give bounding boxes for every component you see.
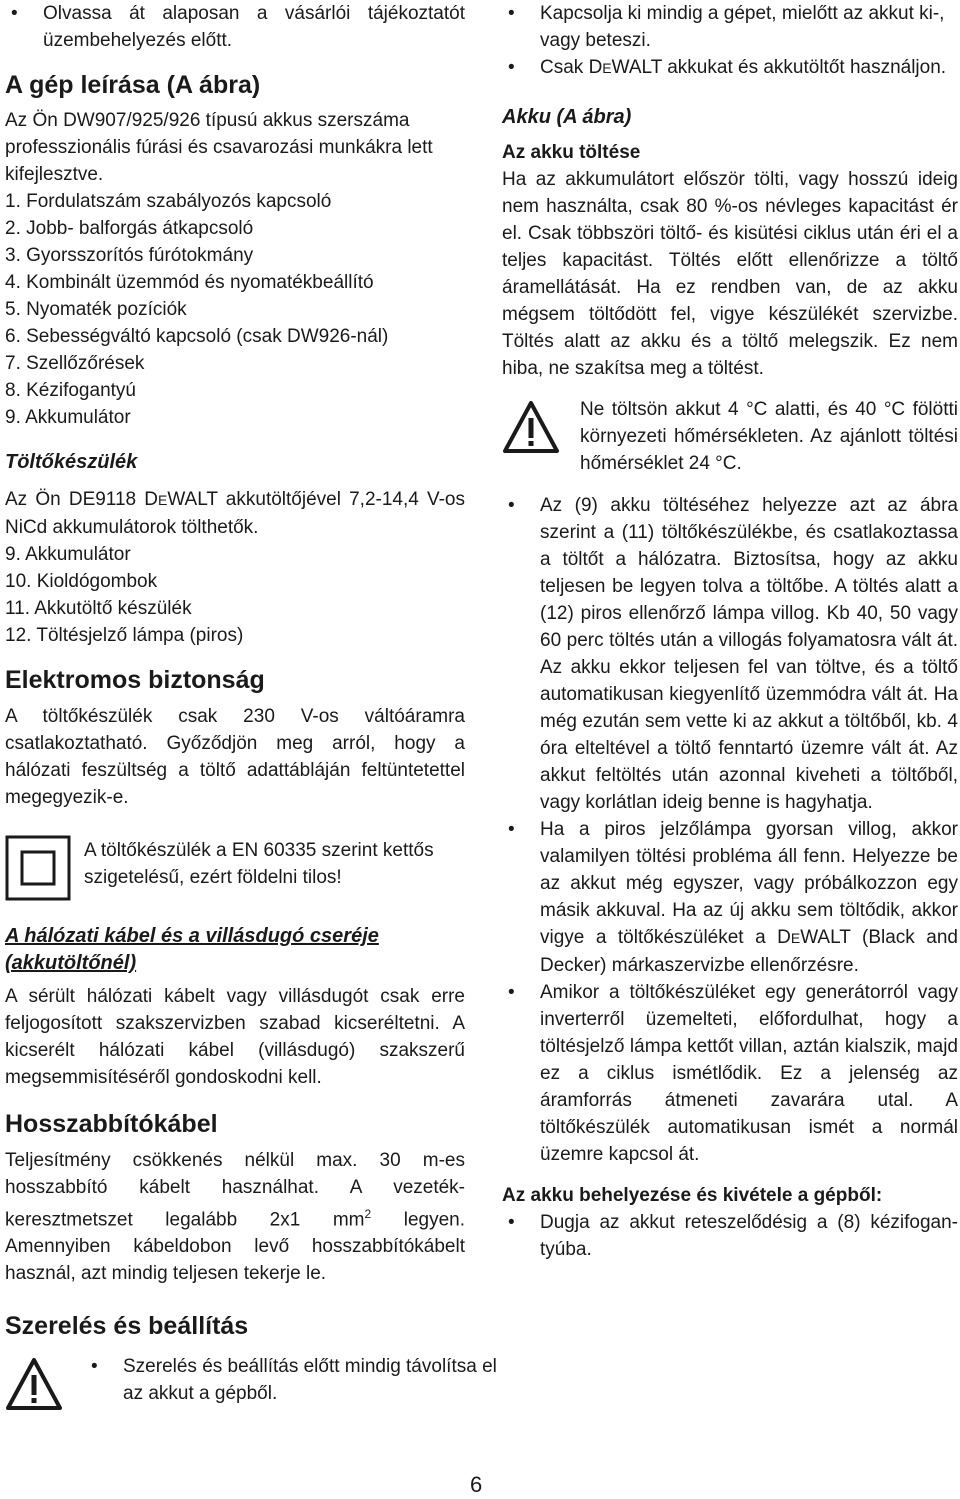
list-item: • Csak DEWALT akkukat és akkutöltőt használjon. [502,54,958,82]
cable-replacement-text: A sérült hálózati kábelt vagy villásdugót csak erre feljogosított szakszervizben szabad kicseréltetni. A kicserélt hálózati kábel (villásdugó) szakszerű megsemmisítéséről gondoskodni kell. [5,986,465,1088]
list-item: • Dugja az akkut reteszelődésig a (8) kézifogan-tyúba. [502,1209,958,1263]
list-item: • Ha a piros jelzőlámpa gyorsan villog, akkor valamilyen töltési probléma áll fenn. Helyezze be az akkut még egyszer, vagy próbálkozzon egy másik akkuval. Ha az új akku sem töltődik, akkor vigye a töltőkészüléket a DEWALT (Black and Decker) márkaszervizbe ellenőrzésre. [502,816,958,979]
charger-heading: Töltőkészülék [5,451,138,473]
insert-battery-heading: Az akku behelyezése és kivétele a gépből: [502,1185,883,1206]
list-item: 3. Gyorsszorítós fúrótokmány [5,245,254,266]
list-item: 2. Jobb- balforgás átkapcsoló [5,218,254,239]
description-text: Az Ön DW907/925/926 típusú akkus szerszáma professzionális fúrási és csavarozási munkákra lett kifejlesztve. [5,110,433,185]
battery-heading: Akku (A ábra) [502,106,632,128]
list-item: 4. Kombinált üzemmód és nyomatékbeállító [5,272,374,293]
double-insulation-icon [5,835,71,901]
list-item: 1. Fordulatszám szabályozós kapcsoló [5,191,332,212]
double-insulation-text: A töltőkészülék a EN 60335 szerint kettős szigetelésű, ezért földelni tilos! [84,840,434,888]
extension-cable-heading: Hosszabbítókábel [5,1110,218,1138]
temperature-warning-text: Ne töltsön akkut 4 °C alatti, és 40 °C fölötti környezeti hőmérsékleten. Az ajánlott töltési hőmérséklet 24 °C. [580,399,958,474]
charger-parts-list [5,541,465,649]
assembly-bullet: • Szerelés és beállítás előtt mindig távolítsa el az akkut a gépből. [85,1353,503,1407]
list-item: 9. Akkumulátor [5,544,131,565]
list-item: 12. Töltésjelző lámpa (piros) [5,625,244,646]
description-heading: A gép leírása (A ábra) [5,71,261,99]
parts-list [5,188,465,431]
warning-triangle-icon [5,1357,63,1411]
intro-bullet: • Olvassa át alaposan a vásárlói tájékoztatót üzembehelyezés előtt. [5,0,465,54]
list-item: 9. Akkumulátor [5,407,131,428]
list-item: 10. Kioldógombok [5,571,158,592]
charger-text: Az Ön DE9118 DEWALT akkutöltőjével 7,2-14,4 V-os NiCd akkumulátorok tölthetők. [5,489,465,538]
list-item: 6. Sebességváltó kapcsoló (csak DW926-nál) [5,326,389,347]
assembly-warning [5,1351,497,1421]
list-item: • Kapcsolja ki mindig a gépet, mielőtt az akkut ki-, vagy beteszi. [502,0,958,54]
extension-cable-text: Teljesítmény csökkenés nélkül max. 30 m-es hosszabbító kábelt használhat. A vezeték-keresztmetszet legalább 2x1 $mm^2$ legyen. Amennyiben kábeldobon levő hosszabbítókábelt használ, azt mindig teljesen tekerje le. [5,1150,465,1285]
list-item: 11. Akkutöltő készülék [5,598,192,619]
double-insulation-note [5,835,465,905]
electrical-safety-heading: Elektromos biztonság [5,666,265,694]
page-number: 6 [470,1472,483,1497]
temperature-warning [502,396,958,476]
electrical-safety-text: A töltőkészülék csak 230 V-os váltóáramra csatlakoztatható. Győződjön meg arról, hogy a hálózati feszültség a töltő adattábláján feltüntetettel megegyezik-e. [5,706,465,808]
right-column [502,0,958,1263]
list-item: 8. Kézifogantyú [5,380,136,401]
cable-replacement-heading: A hálózati kábel és a villásdugó cseréje (akkutöltőnél) [5,925,379,974]
charging-text: Ha az akkumulátort először tölti, vagy hosszú ideig nem használta, csak 80 %-os névleges kapacitást ér el. Csak többszöri töltő- és kisütési ciklus után éri el a teljes kapacitást. Töltés előtt ellenőrizze a töltő áramellátását. Ha ez rendben van, de az akku mégsem töltődött fel, vigye készülékét szervizbe. Töltés alatt az akku és a töltő melegszik. Ez nem hiba, ne szakítsa meg a töltést. [502,169,958,379]
charging-heading: Az akku töltése [502,142,641,163]
list-item: 7. Szellőzőrések [5,353,145,374]
left-column [5,0,497,1421]
list-item: 5. Nyomaték pozíciók [5,299,187,320]
list-item: • Amikor a töltőkészüléket egy generátorról vagy inverterről üzemelteti, előfordulhat, hogy a töltésjelző lámpa kettőt villan, aztán kialszik, majd ez a ciklus ismétlődik. Ez a jelenség az áramforrás átmeneti zavarára utal. A töltőkészülék automatikusan ismét a normál üzemre kapcsol át. [502,979,958,1168]
list-item: • Az (9) akku töltéséhez helyezze azt az ábra szerint a (11) töltőkészülékbe, és csatlakoztassa a töltőt a hálózatra. Biztosítsa, hogy az akku teljesen be legyen tolva a töltőbe. A töltés alatt a (12) piros ellenőrző lámpa villog. Kb 40, 50 vagy 60 perc töltés után a villogás folyamatosra vált át. Az akku ekkor teljesen fel van töltve, és a töltő automatikusan kiegyenlítő üzemmódra vált át. Ha még ezután sem vette ki az akkut a töltőből, kb. 4 óra elteltével a töltő fenntartó üzemre vált át. Az akkut feltöltés után azonnal kiveheti a töltőből, vagy korlátlan ideig benne is hagyhatja. [502,492,958,816]
warning-triangle-icon [502,400,560,454]
assembly-heading: Szerelés és beállítás [5,1312,249,1341]
